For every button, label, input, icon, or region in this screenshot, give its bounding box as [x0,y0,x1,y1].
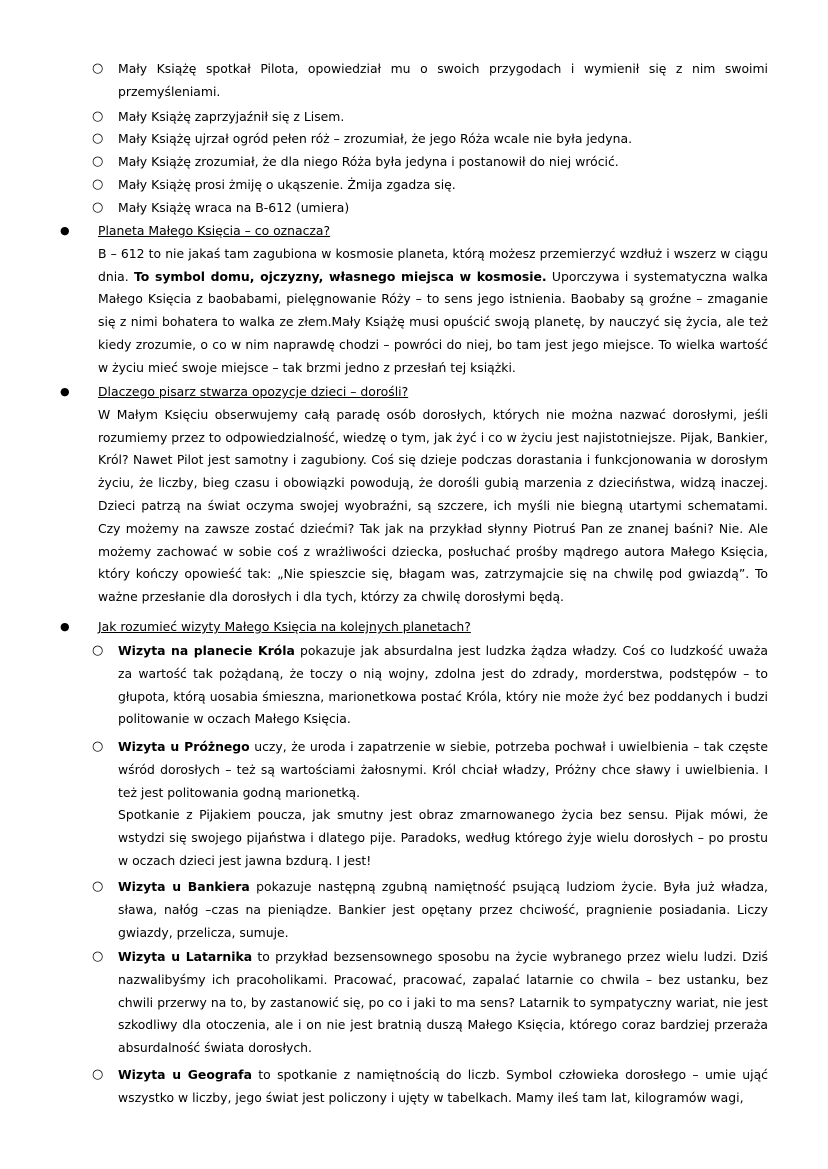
top-list [0,58,828,220]
section-paragraph: W Małym Księciu obserwujemy całą paradę osób dorosłych, których nie można nazwać dorosłymi, jeśli rozumiemy przez to odpowiedzialność, wiedzę o tym, jak żyć i co w życiu jest najistotniejsze. Pijak, Bankier, Król? Nawet Pilot jest samotny i zagubiony. Coś się dzieje podczas dorastania i funkcjonowania w dorosłym życiu, że liczby, bieg czasu i obowiązki powodują, że dorośli gubią marzenia z dzieciństwa, widzą inaczej. Dzieci patrzą na świat oczyma swojej wyobraźni, są szczere, ich myśli nie biegną utartymi schematami. Czy możemy na zawsze zostać dziećmi? Tak jak na przykład słynny Piotruś Pan ze znanej baśni? Nie. Ale możemy zachować w sobie coś z wrażliwości dziecka, posłuchać prośby mądrego autora Małego Księcia, który kończy opowieść tak: „Nie spieszcie się, błagam was, zatrzymajcie się na chwilę pod gwiazdą”. To ważne przesłanie dla dorosłych i dla tych, którzy za chwilę dorosłymi będą. [98,406,768,605]
list-item: ○ Mały Książę ujrzał ogród pełen róż – zrozumiał, że jego Róża wcale nie była jedyna. [0,128,828,151]
list-item: ○ Mały Książę zrozumiał, że dla niego Róża była jedyna i postanowił do niej wrócić. [0,151,828,174]
circle-bullet-icon: ○ [92,154,104,170]
list-item: ○ Mały Książę spotkał Pilota, opowiedział mu o swoich przygodach i wymienił się z nim swoimi przemyśleniami. [0,58,828,104]
visit-item: ○ Wizyta u Latarnika to przykład bezsensownego sposobu na życie wybranego przez wielu ludzi. Dziś nazwalibyśmy ich pracoholikami. Pracować, pracować, zapalać latarnie co chwila – bez ustanku, bez chwili przerwy na to, by zastanowić się, po co i jaki to ma sens? Latarnik to sympatyczny wariat, nie jest szkodliwy dla otoczenia, ale i on nie jest bratnią duszą Małego Księcia, którego coraz bardziej przeraża absurdalność świata dorosłych. [0,946,828,1060]
disc-bullet-icon: ● [60,224,70,237]
list-item: ○ Mały Książę zaprzyjaźnił się z Lisem. [0,106,828,129]
visit-item: ○ Wizyta u Geografa to spotkanie z namiętnością do liczb. Symbol człowieka dorosłego – umie ująć wszystko w liczby, jego świat jest policzony i ujęty w tabelkach. Mamy ileś tam lat, kilogramów wagi, [0,1064,828,1110]
circle-bullet-icon: ○ [92,949,104,964]
disc-bullet-icon: ● [60,385,70,398]
visit-extra-paragraph: Spotkanie z Pijakiem poucza, jak smutny jest obraz zmarnowanego życia bez sensu. Pijak mówi, że wstydzi się swojego pijaństwa i dlatego pije. Paradoks, według którego żyje wielu dorosłych – po prostu w oczach dzieci jest jawna bzdurą. I jest! [118,807,768,868]
section-children-adults [0,381,828,609]
visit-item: ○ Wizyta u Próżnego uczy, że uroda i zapatrzenie w siebie, potrzeba pochwał i uwielbienia – tak częste wśród dorosłych – też są wartościami żałosnymi. Król chciał władzy, Próżny chce sławy i uwielbienia. I też jest politowania godną marionetką. Spotkanie z Pijakiem poucza, jak smutny jest obraz zmarnowanego życia bez sensu. Pijak mówi, że wstydzi się swojego pijaństwa i dlatego pije. Paradoks, według którego żyje wielu dorosłych – po prostu w oczach dzieci jest jawna bzdurą. I jest! [0,736,828,873]
circle-bullet-icon: ○ [92,879,104,894]
list-item: ○ Mały Książę wraca na B-612 (umiera) [0,197,828,220]
circle-bullet-icon: ○ [92,1067,104,1082]
section-paragraph: B – 612 to nie jakaś tam zagubiona w kosmosie planeta, którą możesz przemierzyć wzdłuż i wszerz w ciągu dnia. To symbol domu, ojczyzny, własnego miejsca w kosmosie. Uporczywa i systematyczna walka Małego Księcia z baobabami, pielęgnowanie Róży – to sens jego istnienia. Baobaby są groźne – zmaganie się z nimi bohatera to walka ze złem.Mały Książę musi opuścić swoją planetę, by nauczyć się życia, ale też kiedy zrozumie, o co w nim naprawdę chodzi – powróci do niej, bo tam jest jego miejsce. To wielka wartość w życiu mieć swoje miejsce – tak brzmi jedno z przesłań tej książki. [98,245,768,375]
circle-bullet-icon: ○ [92,176,104,192]
section-heading: ● Planeta Małego Księcia – co oznacza? [0,220,828,243]
section-heading: ● Jak rozumieć wizyty Małego Księcia na kolejnych planetach? [0,616,828,639]
circle-bullet-icon: ○ [92,108,104,124]
section-planet [0,220,828,380]
circle-bullet-icon: ○ [92,61,104,76]
circle-bullet-icon: ○ [92,199,104,215]
visit-item: ○ Wizyta u Bankiera pokazuje następną zgubną namiętność psującą ludziom życie. Była już władza, sława, nałóg –czas na pieniądze. Bankier jest opętany przez chciwość, pragnienie posiadania. Liczy gwiazdy, przelicza, sumuje. [0,876,828,944]
section-heading: ● Dlaczego pisarz stwarza opozycje dzieci – dorośli? [0,381,828,404]
circle-bullet-icon: ○ [92,739,104,754]
visit-item: ○ Wizyta na planecie Króla pokazuje jak absurdalna jest ludzka żądza władzy. Coś co ludzkość uważa za wartość tak pożądaną, że toczy o nią wojny, zdolna jest do zdrady, morderstwa, podstępów – to głupota, którą uosabia śmieszna, marionetkowa postać Króla, który nie może żyć bez poddanych i budzi politowanie w oczach Małego Księcia. [0,640,828,731]
disc-bullet-icon: ● [60,620,70,633]
circle-bullet-icon: ○ [92,643,104,658]
section-visits [0,616,828,639]
list-item: ○ Mały Książę prosi żmiję o ukąszenie. Żmija zgadza się. [0,174,828,197]
circle-bullet-icon: ○ [92,131,104,147]
